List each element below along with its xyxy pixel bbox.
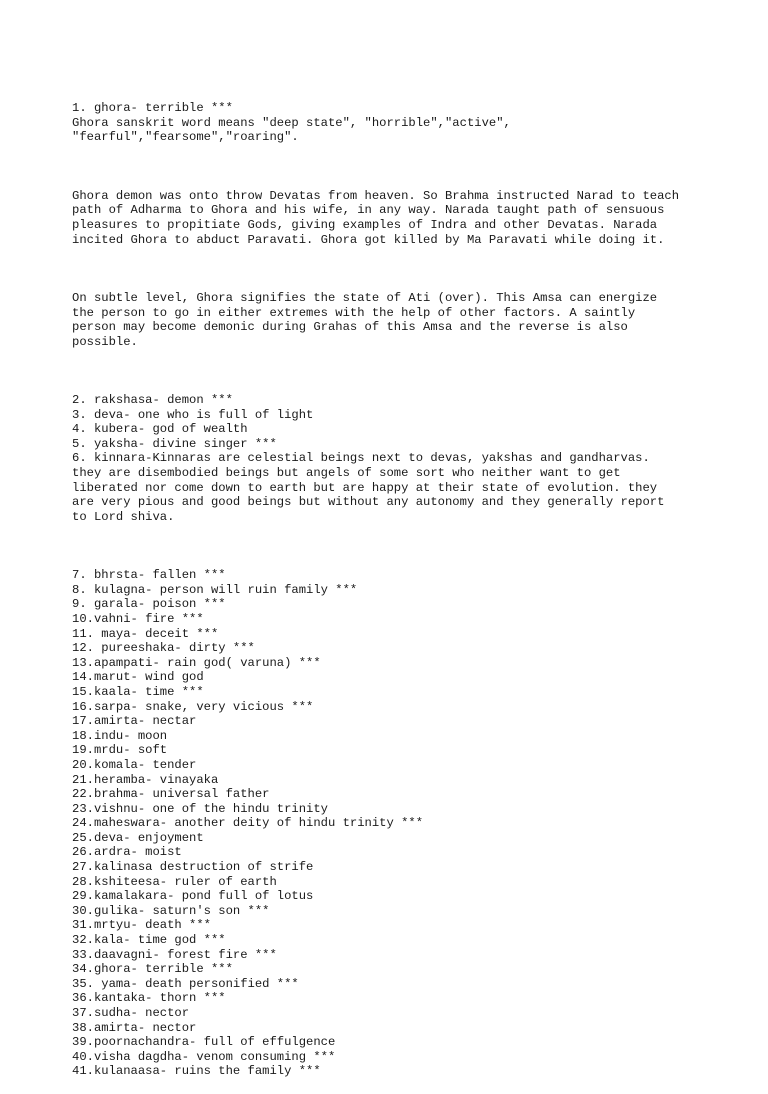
list-item-line: liberated nor come down to earth but are happy at their state of evolution. they bbox=[72, 480, 658, 495]
paragraph-line: possible. bbox=[72, 334, 138, 349]
list-item-line: 32.kala- time god *** bbox=[72, 933, 226, 948]
list-item-line: 41.kulanaasa- ruins the family *** bbox=[72, 1064, 321, 1079]
list-item-line: 8. kulagna- person will ruin family *** bbox=[72, 582, 358, 597]
list-item-line: 38.amirta- nector bbox=[72, 1020, 197, 1035]
list-item-line: they are disembodied beings but angels of some sort who neither want to get bbox=[72, 466, 621, 481]
list-item-line: 33.daavagni- forest fire *** bbox=[72, 947, 277, 962]
list-item-line: 7. bhrsta- fallen *** bbox=[72, 568, 226, 583]
list-item-line: 30.gulika- saturn's son *** bbox=[72, 903, 270, 918]
list-item-line: 17.amirta- nectar bbox=[72, 714, 197, 729]
amsa-list-part-a bbox=[72, 393, 712, 524]
list-item-line: 36.kantaka- thorn *** bbox=[72, 991, 226, 1006]
list-item-line: 22.brahma- universal father bbox=[72, 787, 270, 802]
list-item-line: 20.komala- tender bbox=[72, 757, 197, 772]
list-item-line: 2. rakshasa- demon *** bbox=[72, 393, 233, 408]
list-item-line: 13.apampati- rain god( varuna) *** bbox=[72, 655, 321, 670]
list-item-line: 23.vishnu- one of the hindu trinity bbox=[72, 801, 328, 816]
document-page bbox=[72, 72, 712, 1094]
list-item-line: 26.ardra- moist bbox=[72, 845, 182, 860]
amsa-list-part-b bbox=[72, 568, 712, 1079]
list-item-line: 6. kinnara-Kinnaras are celestial beings next to devas, yakshas and gandharvas. bbox=[72, 451, 650, 466]
paragraph-line: the person to go in either extremes with the help of other factors. A saintly bbox=[72, 305, 636, 320]
list-item-line: 15.kaala- time *** bbox=[72, 684, 204, 699]
list-item-line: 40.visha dagdha- venom consuming *** bbox=[72, 1049, 336, 1064]
list-item-line: 9. garala- poison *** bbox=[72, 597, 226, 612]
paragraph-line: person may become demonic during Grahas of this Amsa and the reverse is also bbox=[72, 320, 628, 335]
subtle-level-paragraph bbox=[72, 291, 712, 349]
list-item-line: 18.indu- moon bbox=[72, 728, 168, 743]
list-item-line: 5. yaksha- divine singer *** bbox=[72, 436, 277, 451]
list-item-line: 28.kshiteesa- ruler of earth bbox=[72, 874, 277, 889]
list-item-line: 39.poornachandra- full of effulgence bbox=[72, 1035, 336, 1050]
list-item-line: 24.maheswara- another deity of hindu trinity *** bbox=[72, 816, 424, 831]
list-item-line: 27.kalinasa destruction of strife bbox=[72, 860, 314, 875]
list-item-line: to Lord shiva. bbox=[72, 509, 175, 524]
list-item-line: 29.kamalakara- pond full of lotus bbox=[72, 889, 314, 904]
intro-line: 1. ghora- terrible *** bbox=[72, 101, 233, 116]
list-item-line: 35. yama- death personified *** bbox=[72, 976, 299, 991]
list-item-line: 37.sudha- nector bbox=[72, 1006, 190, 1020]
paragraph-line: path of Adharma to Ghora and his wife, in any way. Narada taught path of sensuous bbox=[72, 203, 665, 218]
list-item-line: 14.marut- wind god bbox=[72, 670, 204, 685]
list-item-line: 10.vahni- fire *** bbox=[72, 611, 204, 626]
story-paragraph bbox=[72, 189, 712, 247]
list-item-line: 3. deva- one who is full of light bbox=[72, 407, 314, 422]
list-item-line: 31.mrtyu- death *** bbox=[72, 918, 211, 933]
intro-line: "fearful","fearsome","roaring". bbox=[72, 130, 299, 145]
list-item-line: 16.sarpa- snake, very vicious *** bbox=[72, 699, 314, 714]
paragraph-line: On subtle level, Ghora signifies the state of Ati (over). This Amsa can energize bbox=[72, 290, 658, 305]
intro-block bbox=[72, 101, 712, 145]
list-item-line: 12. pureeshaka- dirty *** bbox=[72, 641, 255, 656]
paragraph-line: incited Ghora to abduct Paravati. Ghora got killed by Ma Paravati while doing it. bbox=[72, 232, 665, 247]
list-item-line: 4. kubera- god of wealth bbox=[72, 422, 248, 437]
list-item-line: 21.heramba- vinayaka bbox=[72, 772, 219, 787]
list-item-line: are very pious and good beings but without any autonomy and they generally report bbox=[72, 495, 665, 510]
intro-line: Ghora sanskrit word means "deep state", "horrible","active", bbox=[72, 115, 511, 130]
paragraph-line: pleasures to propitiate Gods, giving examples of Indra and other Devatas. Narada bbox=[72, 217, 658, 232]
list-item-line: 19.mrdu- soft bbox=[72, 743, 168, 758]
paragraph-line: Ghora demon was onto throw Devatas from heaven. So Brahma instructed Narad to teach bbox=[72, 188, 680, 203]
list-item-line: 11. maya- deceit *** bbox=[72, 626, 219, 641]
list-item-line: 25.deva- enjoyment bbox=[72, 830, 204, 845]
list-item-line: 34.ghora- terrible *** bbox=[72, 962, 233, 977]
